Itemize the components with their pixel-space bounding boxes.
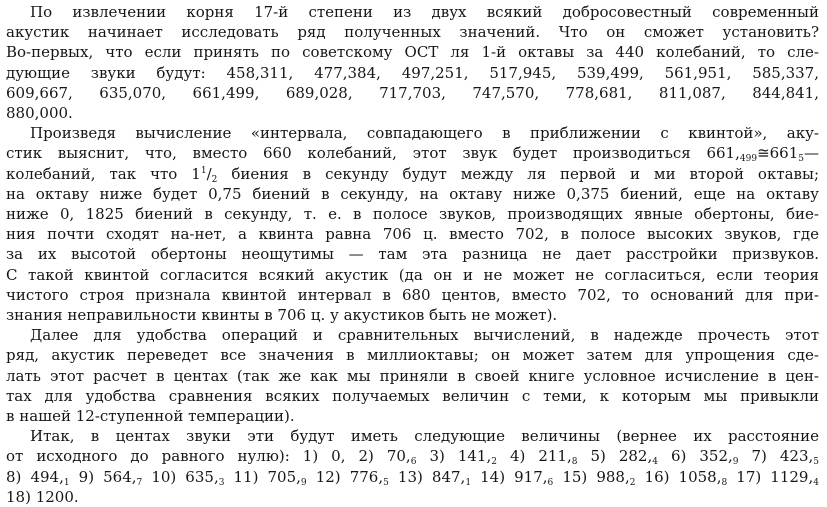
text-line: Во-первых, что если принять по советскому ОСТ ля 1-й октавы за 440 колебаний, то сле- [6,43,819,62]
text-line: 609,667, 635,070, 661,499, 689,028, 717,703, 747,570, 778,681, 811,087, 844,841, [6,83,819,102]
subscript: 5 [798,154,804,165]
text-line: ния почти сходят на-нет, а квинта равна 706 ц. вместо 702, в полосе высоких звуков, где [6,225,819,244]
subscript: 8 [721,477,728,488]
text-fragment: ≅661 [757,144,799,163]
text-line: ниже 0, 1825 биений в секунду, т. е. в полосе звуков, производящих явные обертоны, бие- [6,205,819,224]
cents-value [562,468,635,486]
cents-value [316,468,389,486]
text-fragment: биения в секунду будут между ля первой и ми второй октавы; [217,164,819,183]
subscript: 1 [63,477,70,488]
paragraph-2 [6,123,819,325]
text-line: в нашей 12-ступенной темперации). [6,407,295,426]
fraction-numerator: 1 [200,165,207,176]
subscript: 4 [813,477,819,488]
subscript: 5 [813,457,820,468]
subscript: 5 [383,477,389,488]
text-line [6,446,819,466]
cents-value-text: 16) 1058, [644,467,722,486]
cents-value [645,468,728,486]
fraction: $^1/_2$ [200,164,218,185]
subscript: 9 [300,477,307,488]
cents-value-text: 3) 141, [429,447,492,466]
subscript: 6 [410,457,417,468]
subscript: 3 [218,477,225,488]
subscript: 499 [739,154,758,165]
text-line: Итак, в центах звуки эти будут иметь следующие величины (вернее их расстояние [30,427,819,446]
cents-value-text: 11) 705, [233,467,301,486]
text-line: лать этот расчет в центах (так же как мы приняли в своей книге условное исчисление в цен- [6,366,819,385]
subscript: 2 [491,457,497,468]
text-line: за их высотой обертоны неощутимы — там эта разница не дает расстройки призвуков. [6,245,819,264]
cents-value-text: 7) 423, [751,447,814,466]
cents-value [751,447,820,468]
cents-value [670,447,739,468]
subscript: 7 [136,477,143,488]
paragraph-1 [6,2,819,123]
text-fragment: от исходного до равного нулю): 1) 0, 2) 70, [6,447,411,466]
text-line: ряд, акустик переведет все значения в миллиоктавы; он может затем для упрощения сде- [6,346,819,365]
text-fragment: — [804,144,819,163]
text-fragment: стик выяснит, что, вместо 660 колебаний, этот звук будет производиться 661, [6,144,740,163]
subscript: 1 [465,477,472,488]
cents-value-text: 8) 494, [6,467,64,486]
subscript: 9 [732,457,739,468]
text-line: С такой квинтой согласится всякий акустик (да он и не может не согласиться, если теория [6,265,819,284]
cents-value [480,468,553,486]
text-line: 880,000. [6,104,73,123]
cents-value [151,468,224,486]
text-line: на октаву ниже будет 0,75 биений в секунду, на октаву ниже 0,375 биений, еще на октаву [6,184,819,203]
text-line: Произведя вычисление «интервала, совпадающего в приближении с квинтой», аку- [30,124,819,143]
text-line [6,143,819,163]
text-line: Далее для удобства операций и сравнительных вычислений, в надежде прочесть этот [30,326,819,345]
text-line: акустик начинает исследовать ряд полученных значений. Что он сможет установить? [6,23,819,42]
paragraph-3 [6,325,819,426]
cents-value [509,447,578,468]
cents-value [590,447,658,468]
text-fragment: колебаний, так что 1 [6,164,201,183]
subscript: 6 [547,477,554,488]
text-line [6,164,819,184]
cents-value [79,468,143,486]
text-line: дующие звуки будут: 458,311, 477,384, 497,251, 517,945, 539,499, 561,951, 585,337, [6,63,819,82]
text-line [6,467,819,487]
cents-value-text: 5) 282, [590,447,653,466]
text-line: чистого строя признала квинтой интервал в 680 центов, вместо 702, то оснований для при- [6,285,819,304]
paragraph-4 [6,426,819,507]
subscript: 2 [629,477,636,488]
cents-value [398,468,471,486]
cents-value-text: 12) 776, [315,467,384,486]
cents-value-text: 9) 564, [78,467,137,486]
text-line: тах для удобства сравнения всяких получаемых величин с теми, к которым мы привыкли [6,386,819,405]
cents-value-text: 15) 988, [562,467,630,486]
text-line: 18) 1200. [6,487,79,506]
text-line: знания неправильности квинты в 706 ц. у акустиков быть не может). [6,306,558,325]
cents-value-text: 13) 847, [397,467,466,486]
text-line: По извлечении корня 17-й степени из двух всякий добросовестный современный [30,3,819,21]
value-list [429,447,820,468]
cents-value-text: 14) 917, [480,467,548,486]
cents-value-text: 4) 211, [509,447,572,466]
cents-value [234,468,307,486]
cents-value [6,468,70,486]
cents-value [429,447,497,468]
cents-value [736,468,819,486]
subscript: 8 [571,457,578,468]
fraction-denominator: 2 [211,174,218,185]
cents-value-text: 6) 352, [670,447,733,466]
subscript: 4 [652,457,658,468]
cents-value-text: 17) 1129, [736,467,814,486]
cents-value-text: 10) 635, [151,467,219,486]
